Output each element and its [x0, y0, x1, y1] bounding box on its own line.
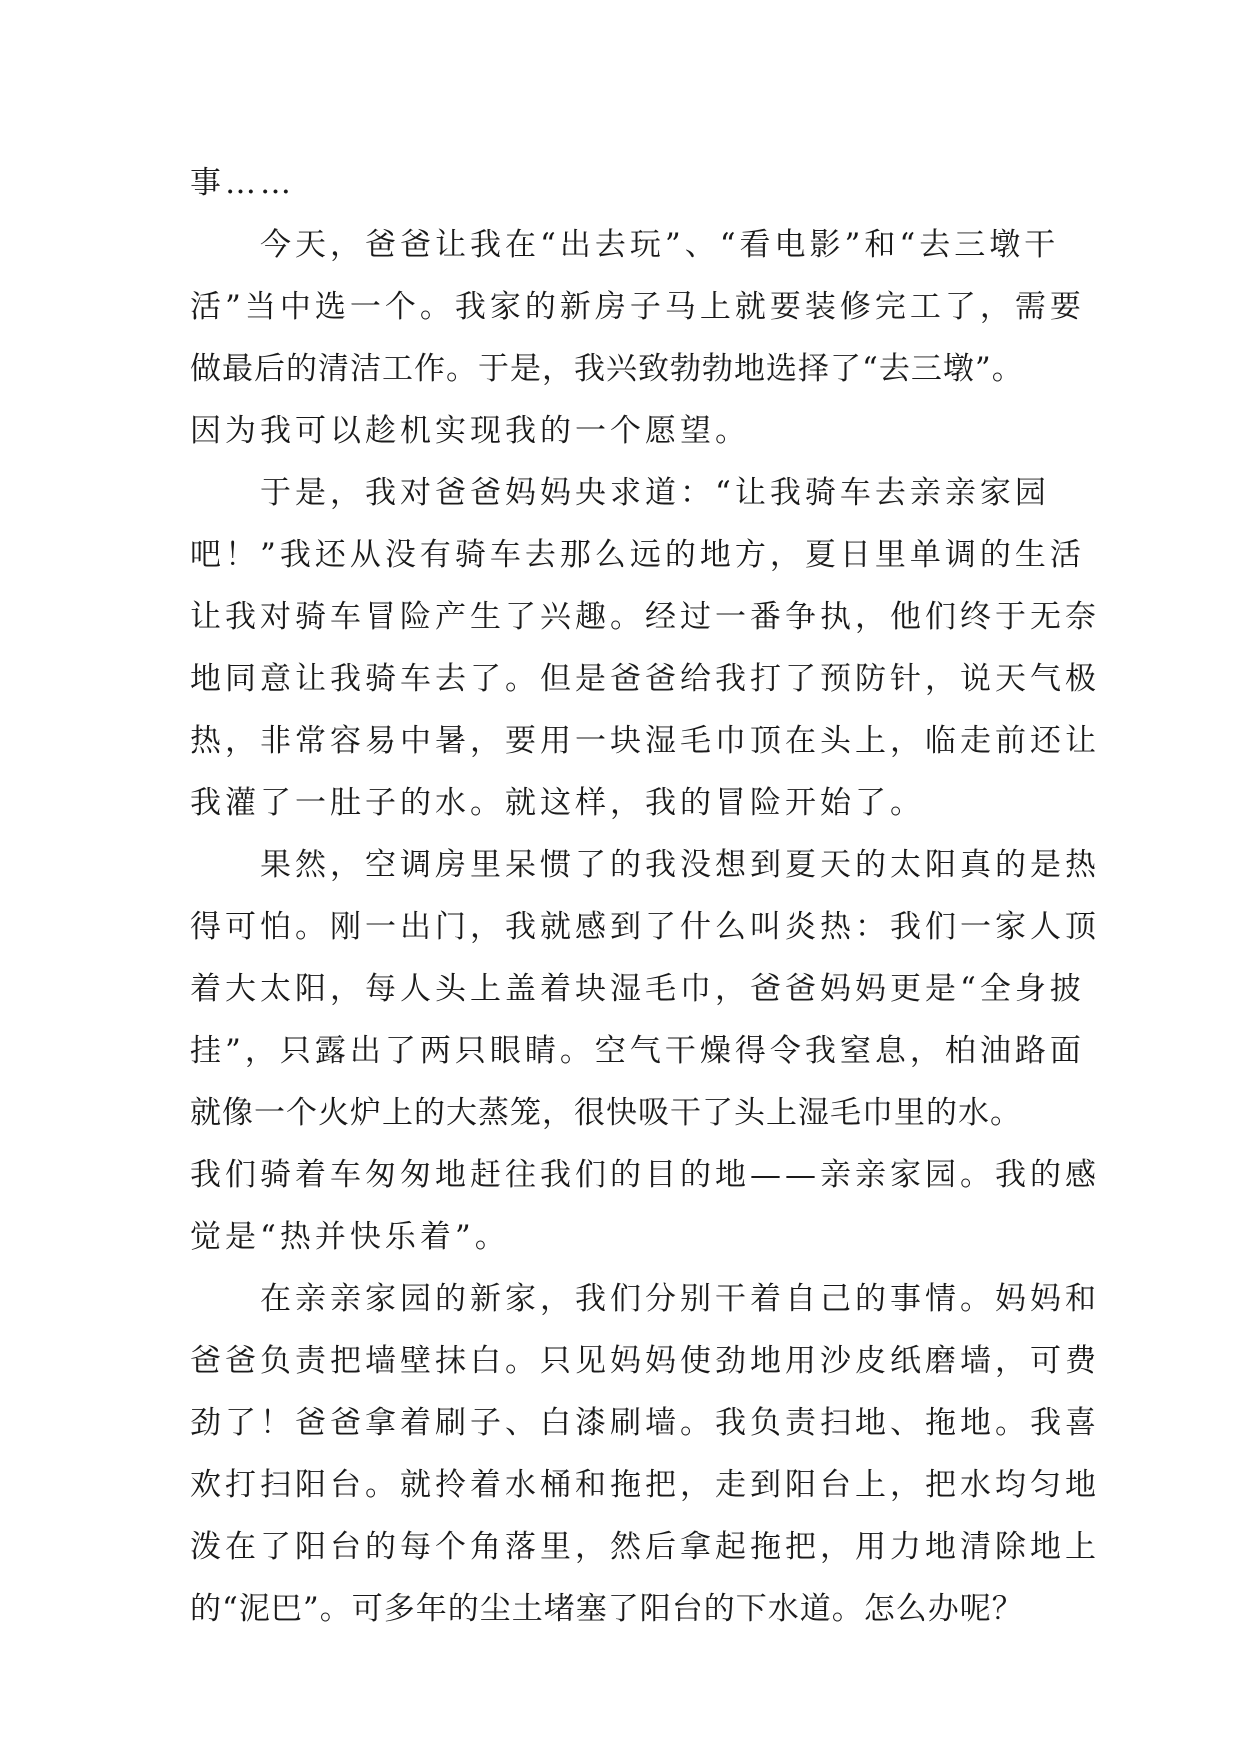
text-line: 事…… — [190, 165, 295, 201]
text-line: 的“泥巴”。可多年的尘土堵塞了阳台的下水道。怎么办呢？ — [190, 1591, 1024, 1627]
essay-body — [190, 152, 1100, 1640]
text-line: 让我对骑车冒险产生了兴趣。经过一番争执，他们终于无奈 — [190, 599, 1100, 635]
text-line: 觉是“热并快乐着”。 — [190, 1219, 510, 1255]
text-line: 欢打扫阳台。就拎着水桶和拖把，走到阳台上，把水均匀地 — [190, 1467, 1100, 1503]
text-line: 爸爸负责把墙壁抹白。只见妈妈使劲地用沙皮纸磨墙，可费 — [190, 1343, 1100, 1379]
text-line: 做最后的清洁工作。于是，我兴致勃勃地选择了“去三墩”。 — [190, 351, 1024, 387]
text-line: 就像一个火炉上的大蒸笼，很快吸干了头上湿毛巾里的水。 — [190, 1095, 1022, 1131]
text-line: 热，非常容易中暑，要用一块湿毛巾顶在头上，临走前还让 — [190, 723, 1100, 759]
text-line: 因为我可以趁机实现我的一个愿望。 — [190, 413, 750, 449]
paragraph-start-line: 果然，空调房里呆惯了的我没想到夏天的太阳真的是热 — [260, 847, 1100, 883]
text-line: 挂”，只露出了两只眼睛。空气干燥得令我窒息，柏油路面 — [190, 1033, 1085, 1069]
paragraph-start-line: 于是，我对爸爸妈妈央求道：“让我骑车去亲亲家园 — [260, 475, 1050, 511]
text-line: 我们骑着车匆匆地赶往我们的目的地——亲亲家园。我的感 — [190, 1157, 1100, 1193]
text-line: 地同意让我骑车去了。但是爸爸给我打了预防针，说天气极 — [190, 661, 1100, 697]
paragraph-start-line: 在亲亲家园的新家，我们分别干着自己的事情。妈妈和 — [260, 1281, 1100, 1317]
text-line: 着大太阳，每人头上盖着块湿毛巾，爸爸妈妈更是“全身披 — [190, 971, 1085, 1007]
text-line: 吧！”我还从没有骑车去那么远的地方，夏日里单调的生活 — [190, 537, 1085, 573]
text-line: 劲了！爸爸拿着刷子、白漆刷墙。我负责扫地、拖地。我喜 — [190, 1405, 1100, 1441]
text-line: 活”当中选一个。我家的新房子马上就要装修完工了，需要 — [190, 289, 1085, 325]
paragraph-start-line: 今天，爸爸让我在“出去玩”、“看电影”和“去三墩干 — [260, 227, 1060, 263]
text-line: 得可怕。刚一出门，我就感到了什么叫炎热：我们一家人顶 — [190, 909, 1100, 945]
text-line: 泼在了阳台的每个角落里，然后拿起拖把，用力地清除地上 — [190, 1529, 1100, 1565]
text-line: 我灌了一肚子的水。就这样，我的冒险开始了。 — [190, 785, 925, 821]
